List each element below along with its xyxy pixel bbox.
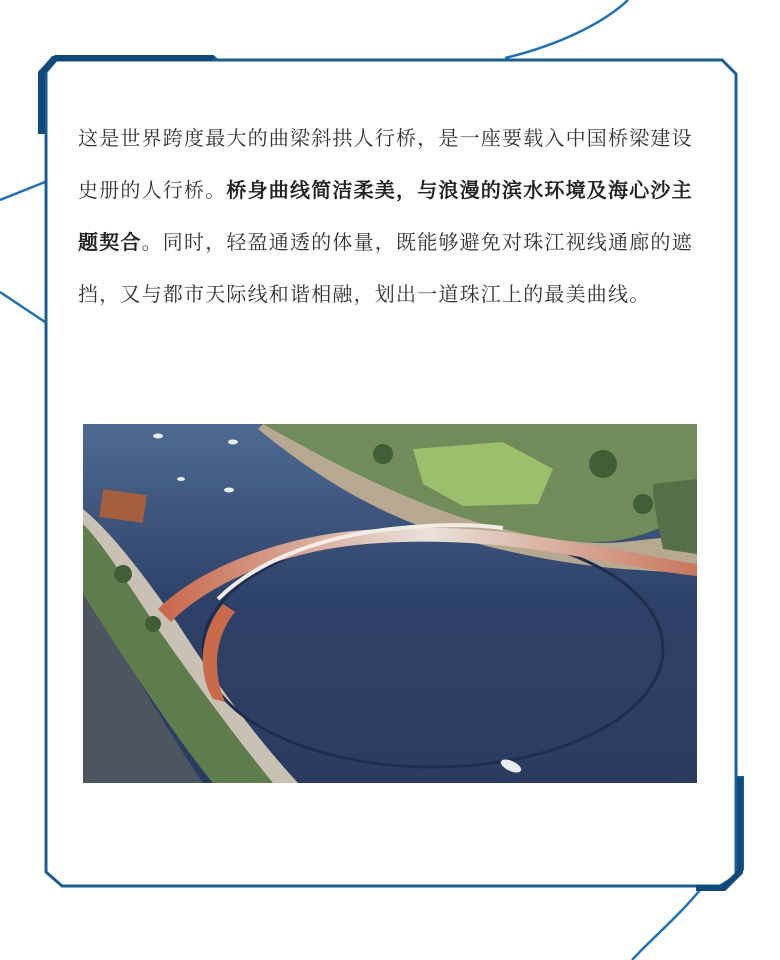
bridge-aerial-photo: [83, 424, 697, 783]
paragraph-bold-text: 桥身曲线简洁柔美，与浪漫的滨水环境及海心沙主题契合: [78, 178, 693, 254]
boat: [153, 434, 163, 439]
boat: [177, 477, 185, 481]
paragraph-text-start: 这是世界跨度最大的曲梁斜拱人行桥，是一座要载入中国桥梁建设史册的人行桥。: [78, 126, 693, 202]
paragraph-text-end: 。同时，轻盈通透的体量，既能够避免对珠江视线通廊的遮挡，又与都市天际线和谐相融，划出一道珠江上的最美曲线。: [78, 230, 693, 306]
boat: [228, 440, 238, 445]
deco-line-bottom-right: [632, 890, 700, 960]
tree-cluster: [589, 450, 617, 478]
boat: [224, 488, 234, 493]
deco-line-left-upper: [0, 182, 45, 200]
tree-cluster: [145, 616, 161, 632]
deco-line-top-right: [505, 0, 628, 58]
tree-cluster: [633, 494, 653, 514]
article-paragraph: [78, 112, 698, 320]
tree-cluster: [114, 565, 132, 583]
tree-cluster: [373, 444, 393, 464]
deco-line-left-lower: [0, 292, 45, 322]
